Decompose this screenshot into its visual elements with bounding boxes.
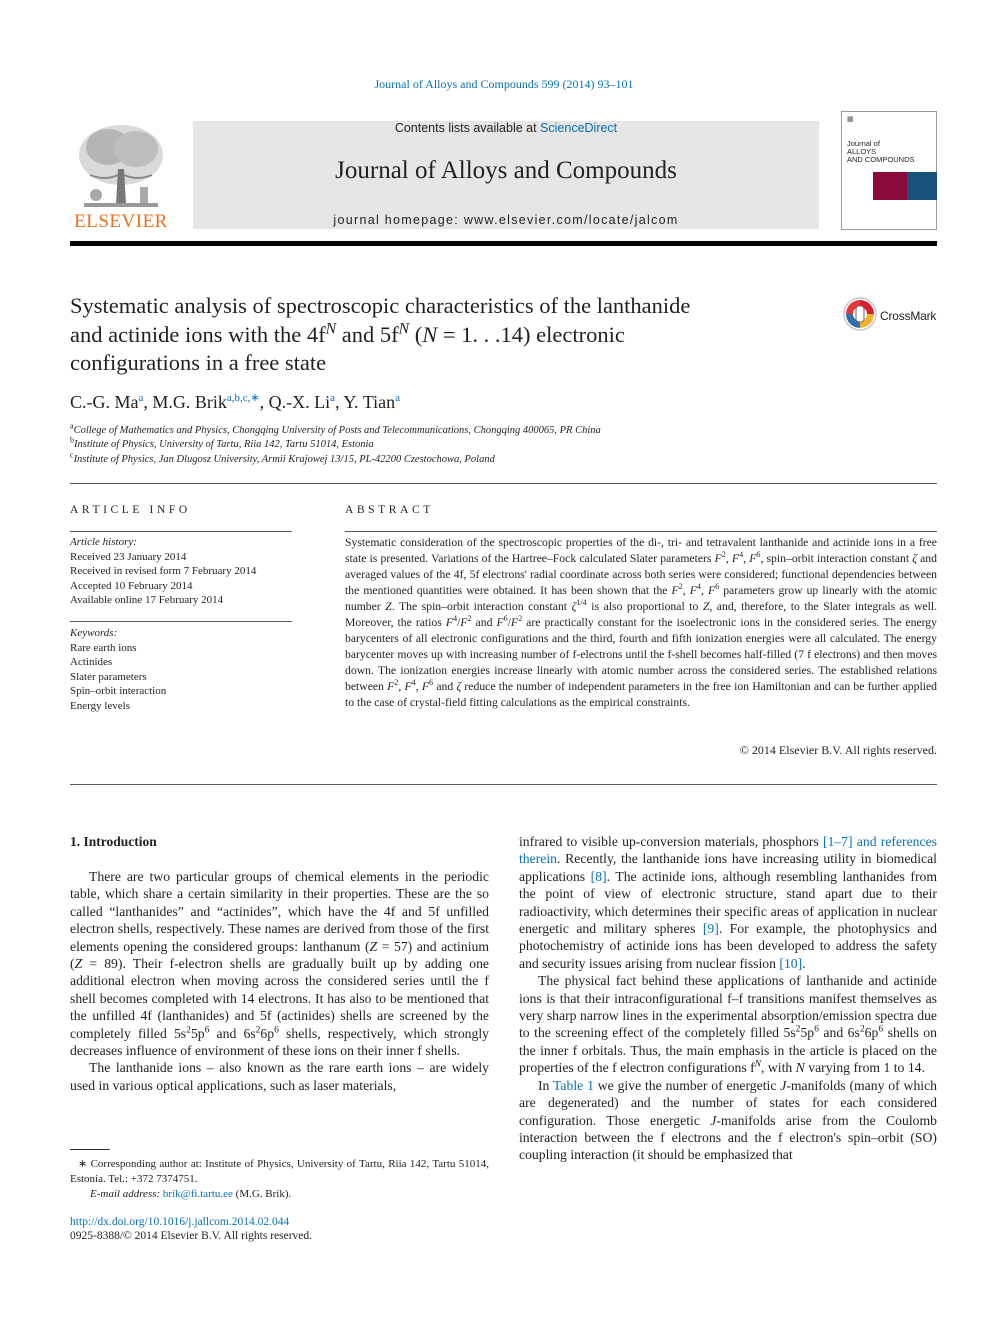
text-segment: , with [761, 1060, 796, 1076]
title-line: Systematic analysis of spectroscopic characteristics of the lanthanide [70, 293, 691, 318]
affiliation-text: College of Mathematics and Physics, Chongqing University of Posts and Telecommunications, Chongqing 400065, PR China [73, 425, 601, 436]
cover-red-band [873, 172, 907, 200]
text-segment: shells, respectively, which strongly decreases influence of environment of these ions on their inner f shells. [70, 1025, 490, 1059]
text-segment: and 6s [818, 1025, 860, 1041]
abstract-segment: parameters grow up linearly with the atomic number [345, 583, 938, 613]
keywords-rule [70, 621, 292, 622]
header-rule [70, 241, 937, 246]
reference-link[interactable]: [10] [779, 955, 803, 971]
abstract-segment: reduce the number of independent parameters in the free ion Hamiltonian and can be further applied to the case of crystal-field fitting calculations as the empirical constraints. [345, 679, 938, 709]
title-line: configurations in a free state [70, 350, 327, 375]
keyword-item: Slater parameters [70, 670, 147, 683]
text-segment: 5p [800, 1025, 815, 1041]
intro-paragraph: The physical fact behind these applications of lanthanide and actinide ions is that their intraconfigurational f–f transitions manifest themselves as very sharp narrow lines in the experimental absorption/emission spectra due to the screening effect of the completely filled $5s^25p^6$ and $6s^26p^6$ shells on the inner f orbitals. Thus, the main emphasis in the article is placed on the properties of the f electron configurations $f^N$, with N varying from 1 to 14. [519, 973, 937, 1076]
reference-link[interactable]: [9] [702, 921, 719, 937]
footnote-rule [70, 1149, 110, 1150]
affiliation-rule [70, 483, 937, 484]
crossmark-icon[interactable] [843, 297, 877, 331]
abstract-segment: , spin–orbit interaction constant [760, 551, 913, 565]
title-italic-n: N [422, 321, 438, 347]
article-title [70, 292, 830, 378]
text-segment: . The actinide ions, although resembling lanthanides from the point of view of electronic structure, stand apart due to their radioactivity, which determines their specific areas of application in nuclear energetic and military spheres [519, 868, 937, 937]
text-segment: In [538, 1077, 554, 1093]
text-segment: varying from 1 to 14. [804, 1060, 925, 1076]
author-name[interactable]: Y. Tian [343, 392, 396, 412]
intro-paragraph [519, 833, 937, 972]
affiliation-key: b [70, 435, 74, 445]
homepage-url-link[interactable]: www.elsevier.com/locate/jalcom [463, 213, 679, 227]
affiliation-text: Institute of Physics, University of Tartu, Riia 142, Tartu 51014, Estonia [74, 439, 374, 450]
affiliation-b [70, 435, 374, 450]
abstract-segment: and averaged values of the 4f, 5f electrons' radial coordinate across both series were considered; functional dependencies between the mentioned quantities were obtained. It has been shown that the [345, 551, 937, 597]
abstract-segment: , and, therefore, to the Slater integrals as well. Moreover, the ratios [345, 599, 937, 629]
abstract-text: Systematic consideration of the spectroscopic properties of the di-, tri- and tetravalent lanthanide and actinide ions in a free state is presented. Variations of the Hartree–Fock calculated Slater parameters $F^2$, $F^4$, $F^6$, spin–orbit interaction constant ζ and averaged values of the 4f, 5f electrons' radial coordinate across both series were considered; functional dependencies between the mentioned quantities were obtained. It has been shown that the $F^2$, $F^4$, $F^6$ parameters grow up linearly with the atomic number Z. The spin–orbit interaction constant $\zeta^{1/4}$ is also proportional to Z, and, therefore, to the Slater integrals as well. Moreover, the ratios $F^4/F^2$ and $F^6/F^2$ are practically constant for the isoelectronic ions in the considered series. The energy barycenters of all electronic configurations and the third, fourth and fifth ionization energies were all calculated. The energy barycenter moves up with increasing number of f-electrons until the f-shell becomes half-filled (7 f electrons) and then moves down. The ionization energies increase linearly with atomic number across the considered series. The established relations between $F^2$, $F^4$, $F^6$ and ζ reduce the number of independent parameters in the free ion Hamiltonian and can be further applied to the case of crystal-field fitting calculations as the empirical constraints. [345, 536, 938, 709]
text-segment: = 57) and actinium ( [70, 938, 489, 972]
email-link[interactable]: brik@fi.tartu.ee [162, 1188, 233, 1200]
contents-line [193, 121, 819, 135]
title-superscript: N [398, 320, 410, 337]
keyword-item: Actinides [70, 656, 113, 668]
author-list: C.-G. Ma$^a$, M.G. Brik$^{a,b,c,∗}$, Q.-X. Li$^a$, Y. Tian$^a$ [70, 392, 400, 412]
article-history [70, 535, 295, 608]
cover-blue-band [907, 172, 937, 200]
cover-title-line: Journal of [847, 139, 880, 148]
abstract-heading: ABSTRACT [345, 504, 434, 516]
author-affiliation-mark[interactable]: a [330, 392, 336, 404]
text-segment: . [802, 955, 806, 971]
right-column [519, 833, 937, 1164]
journal-name: Journal of Alloys and Compounds [335, 157, 677, 184]
table-link[interactable]: Table 1 [553, 1077, 594, 1093]
journal-citation[interactable]: Journal of Alloys and Compounds 599 (2014) 93–101 [374, 77, 634, 91]
cover-emblem-icon: ▦ [847, 115, 854, 123]
homepage-prefix: journal homepage: [333, 213, 464, 227]
corresponding-author-note: ∗ Corresponding author at: Institute of Physics, University of Tartu, Riia 142, Tartu 51014, Estonia. Tel.: +372 7374751. [70, 1158, 489, 1185]
affiliation-c [70, 450, 495, 465]
intro-paragraph: In Table 1 we give the number of energetic J-manifolds (many of which are degenerated) and the number of states for each considered configuration. Those energetic J-manifolds arise from the Coulomb interaction between the f electrons and the f electron's spin–orbit (SO) coupling interaction (it should be emphasized that [519, 1077, 938, 1163]
email-suffix: (M.G. Brik). [232, 1188, 292, 1200]
keywords-label: Keywords: [70, 627, 118, 639]
history-item: Available online 17 February 2014 [70, 594, 224, 606]
cover-title [847, 140, 935, 164]
abstract-segment: is also proportional to [586, 599, 703, 613]
history-item: Received 23 January 2014 [70, 550, 187, 563]
abstract-segment: and [471, 615, 497, 629]
abstract-segment: are practically constant for the isoelectronic ions in the considered series. The energy barycenters of all electronic configurations and the third, fourth and fifth ionization energies were all calculated. The energy barycenter moves up with increasing number of f-electrons until the f-shell becomes half-filled (7 f electrons) and then moves down. The ionization energies increase linearly with atomic number across the considered series. The established relations between [345, 615, 937, 693]
reference-link[interactable]: [1–7] and references therein [519, 834, 938, 867]
doi-link[interactable]: http://dx.doi.org/10.1016/j.jallcom.2014.02.044 [70, 1216, 290, 1228]
keywords-block [70, 626, 295, 713]
journal-homepage [193, 213, 819, 227]
intro-paragraph: The lanthanide ions – also known as the rare earth ions – are widely used in various optical applications, such as laser materials, [70, 1060, 489, 1093]
author-name[interactable]: C.-G. Ma [70, 392, 139, 412]
title-part: = 1. . .14) electronic [437, 321, 625, 347]
title-part: and actinide ions with the 4f [70, 321, 326, 347]
history-item: Received in revised form 7 February 2014 [70, 565, 257, 577]
title-part: ( [409, 321, 423, 347]
text-segment: = 89). Their f-electron shells are gradually built up by adding one additional electron when moving across the considered series until the f shell becomes completed with 14 electrons. It has also to be mentioned that the unfilled 4f (lanthanides) and 5f (actinides) shells are screened by the completely filled 5s [70, 956, 489, 1041]
contents-prefix: Contents lists available at [394, 121, 541, 135]
affiliation-key: c [70, 450, 74, 460]
crossmark-label[interactable]: CrossMark [880, 309, 937, 323]
title-line [70, 321, 830, 350]
abstract-copyright: © 2014 Elsevier B.V. All rights reserved. [739, 743, 937, 757]
text-segment: -manifolds arise from the Coulomb interaction between the f electrons and the f electron's spin–orbit (SO) coupling interaction (it should be emphasized that [519, 1112, 937, 1163]
keyword-item: Energy levels [70, 699, 130, 712]
text-segment: infrared to visible up-conversion materials, phosphors [519, 834, 823, 849]
author-name[interactable]: M.G. Brik [152, 392, 227, 412]
article-info-rule [70, 531, 292, 532]
author-affiliation-mark[interactable]: a [138, 392, 144, 404]
abstract-segment: . The spin–orbit interaction constant [391, 599, 572, 613]
footnote [70, 1157, 489, 1202]
text-segment: and 6s [209, 1025, 256, 1041]
author-name[interactable]: Q.-X. Li [268, 392, 331, 412]
elsevier-wordmark: ELSEVIER [74, 211, 168, 232]
text-segment: shells on the inner f orbitals. Thus, the main emphasis in the article is placed on the properties of the f electron configurations f [519, 1025, 937, 1076]
title-superscript: N [325, 320, 337, 337]
history-item: Accepted 10 February 2014 [70, 579, 193, 592]
article-info-heading: ARTICLE INFO [70, 504, 191, 516]
text-segment: 5p [190, 1025, 205, 1041]
title-part: and 5f [336, 321, 399, 347]
cover-title-line: AND COMPOUNDS [847, 155, 915, 164]
intro-heading: 1. Introduction [70, 834, 157, 849]
text-segment: 6p [864, 1025, 879, 1041]
sciencedirect-link[interactable]: ScienceDirect [540, 121, 618, 135]
reference-link[interactable]: [8] [590, 868, 607, 884]
author-affiliation-mark[interactable]: a,b,c,∗ [226, 392, 260, 404]
text-segment: The physical fact behind these applications of lanthanide and actinide ions is that their intraconfigurational f–f transitions manifest themselves as very sharp narrow lines in the experimental absorption/emission spectra due to the screening effect of the completely filled 5s [519, 973, 937, 1041]
abstract-segment: and [433, 679, 457, 693]
issn-copyright: 0925-8388/© 2014 Elsevier B.V. All rights reserved. [70, 1230, 313, 1242]
affiliation-a [70, 421, 601, 436]
abstract-segment: Systematic consideration of the spectroscopic properties of the di-, tri- and tetravalent lanthanide and actinide ions in a free state is presented. Variations of the Hartree–Fock calculated Slater parameters [345, 536, 937, 565]
keyword-item: Spin–orbit interaction [70, 685, 167, 697]
keyword-item: Rare earth ions [70, 641, 137, 654]
text-segment: 6p [260, 1025, 275, 1041]
text-segment: There are two particular groups of chemical elements in the periodic table, which share a certain similarity in their properties. These are the so called “lanthanides” and “actinides”, which have the 4f and 5f unfilled electron shells, respectively. These names are derived from those of the first elements opening the considered groups: lanthanum ( [70, 869, 489, 954]
cover-title-line: ALLOYS [847, 147, 877, 156]
intro-paragraph: There are two particular groups of chemical elements in the periodic table, which share a certain similarity in their properties. These are the so called “lanthanides” and “actinides”, which have the 4f and 5f unfilled electron shells, respectively. These names are derived from those of the first elements opening the considered groups: lanthanum (Z = 57) and actinium (Z = 89). Their f-electron shells are gradually built up by adding one additional electron when moving across the considered series until the f shell becomes completed with 14 electrons. It has also to be mentioned that the unfilled 4f (lanthanides) and 5f (actinides) shells are screened by the completely filled $5s^25p^6$ and $6s^26p^6$ shells, respectively, which strongly decreases influence of environment of these ions on their inner f shells. [70, 869, 490, 1059]
text-segment: -manifolds (many of which are degenerated) and the number of states for each considered configuration. Those energetic [519, 1077, 938, 1128]
text-segment: . Recently, the lanthanide ions have increasing utility in biomedical applications [519, 851, 937, 884]
email-label: E-mail address: [90, 1188, 163, 1200]
left-column [70, 868, 489, 1094]
abstract-rule [345, 531, 937, 532]
text-segment: we give the number of energetic [593, 1077, 781, 1093]
text-segment: . For example, the photophysics and photochemistry of actinide ions has been developed to address the safety and security issues arising from nuclear fission [519, 921, 937, 971]
author-affiliation-mark[interactable]: a [395, 392, 400, 404]
history-label: Article history: [70, 536, 137, 548]
journal-cover-thumbnail[interactable] [841, 111, 937, 230]
abstract-bottom-rule [70, 784, 937, 785]
affiliation-text: Institute of Physics, Jan Dlugosz University, Armii Krajowej 13/15, PL-42200 Czestochowa, Poland [73, 454, 495, 465]
affiliation-key: a [70, 421, 74, 431]
